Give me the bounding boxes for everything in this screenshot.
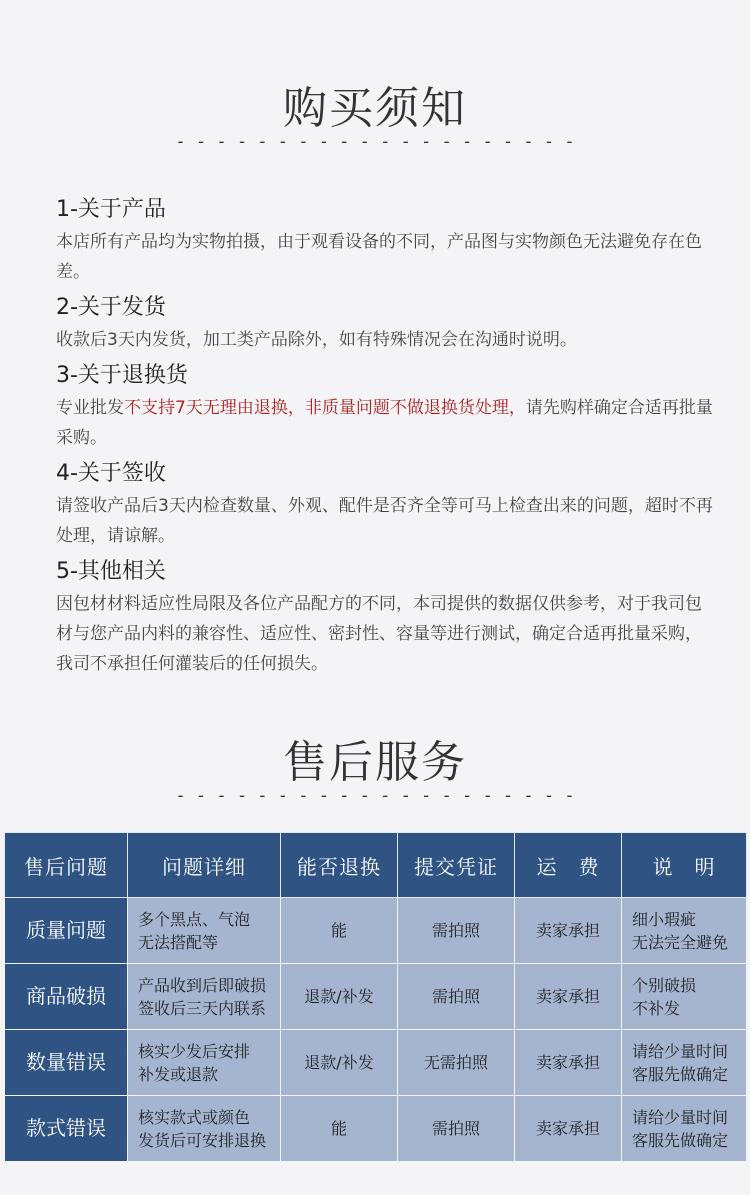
table-row	[5, 1030, 747, 1096]
header-note: 说 明	[622, 833, 747, 898]
notice-text	[56, 393, 716, 453]
row-note-line2: 不补发	[632, 998, 681, 1018]
notice-heading: 4-关于签收	[56, 461, 166, 486]
row-detail-line1: 核实少发后安排	[138, 1041, 251, 1061]
notice-item-receipt	[56, 457, 716, 551]
table-header-row	[5, 833, 747, 898]
row-detail-line2: 补发或退款	[138, 1064, 219, 1084]
row-returnable: 能	[281, 898, 398, 964]
row-detail	[128, 1096, 281, 1162]
row-note-line1: 个别破损	[632, 975, 697, 995]
row-issue: 质量问题	[5, 898, 128, 964]
row-note-line2: 客服先做确定	[632, 1064, 729, 1084]
row-proof: 需拍照	[398, 964, 515, 1030]
row-note	[622, 1030, 747, 1096]
service-title-divider: - - - - - - - - - - - - - - - - - - - -	[175, 786, 575, 806]
row-detail	[128, 1030, 281, 1096]
row-note-line2: 客服先做确定	[632, 1130, 729, 1150]
row-detail-line1: 核实款式或颜色	[138, 1107, 251, 1127]
row-detail-line1: 产品收到后即破损	[138, 975, 267, 995]
notice-list	[56, 193, 716, 683]
notice-heading: 5-其他相关	[56, 559, 166, 584]
notice-title-divider: - - - - - - - - - - - - - - - - - - - -	[175, 132, 575, 152]
row-note-line1: 请给少量时间	[632, 1041, 729, 1061]
row-note	[622, 964, 747, 1030]
row-note	[622, 1096, 747, 1162]
row-detail-line2: 签收后三天内联系	[138, 998, 267, 1018]
row-issue: 数量错误	[5, 1030, 128, 1096]
notice-text: 本店所有产品均为实物拍摄，由于观看设备的不同，产品图与实物颜色无法避免存在色差。	[56, 232, 702, 282]
row-note-line1: 细小瑕疵	[632, 909, 697, 929]
row-returnable: 退款/补发	[281, 1030, 398, 1096]
table-row	[5, 898, 747, 964]
notice-text: 收款后3天内发货，加工类产品除外，如有特殊情况会在沟通时说明。	[56, 330, 577, 350]
notice-item-shipping	[56, 291, 716, 355]
row-returnable: 能	[281, 1096, 398, 1162]
notice-text: 请签收产品后3天内检查数量、外观、配件是否齐全等可马上检查出来的问题，超时不再处理，请谅解。	[56, 496, 713, 546]
service-title: 售后服务	[283, 737, 467, 788]
notice-heading: 3-关于退换货	[56, 363, 188, 388]
notice-item-product	[56, 193, 716, 287]
row-shipping: 卖家承担	[515, 898, 622, 964]
header-detail: 问题详细	[128, 833, 281, 898]
row-shipping: 卖家承担	[515, 964, 622, 1030]
header-proof: 提交凭证	[398, 833, 515, 898]
header-issue: 售后问题	[5, 833, 128, 898]
row-shipping: 卖家承担	[515, 1030, 622, 1096]
row-detail-line1: 多个黑点、气泡	[138, 909, 251, 929]
notice-text-after: 请先购样确定合适再批量采购。	[56, 398, 713, 448]
table-row	[5, 1096, 747, 1162]
notice-text: 因包材材料适应性局限及各位产品配方的不同，本司提供的数据仅供参考，对于我司包材与您产品内料的兼容性、适应性、密封性、容量等进行测试，确定合适再批量采购，我司不承担任何灌装后的任何损失。	[56, 594, 702, 674]
row-detail	[128, 898, 281, 964]
table-row	[5, 964, 747, 1030]
notice-heading: 1-关于产品	[56, 197, 166, 222]
header-shipping: 运 费	[515, 833, 622, 898]
notice-text-warning: 不支持7天无理由退换，非质量问题不做退换货处理，	[124, 398, 526, 418]
notice-item-other	[56, 555, 716, 679]
row-returnable: 退款/补发	[281, 964, 398, 1030]
row-proof: 需拍照	[398, 1096, 515, 1162]
row-detail-line2: 无法搭配等	[138, 932, 219, 952]
row-issue: 款式错误	[5, 1096, 128, 1162]
row-note-line2: 无法完全避免	[632, 932, 729, 952]
notice-heading: 2-关于发货	[56, 295, 166, 320]
row-shipping: 卖家承担	[515, 1096, 622, 1162]
after-sales-table	[4, 832, 747, 1162]
notice-text-before: 专业批发	[56, 398, 124, 418]
row-detail-line2: 发货后可安排退换	[138, 1130, 267, 1150]
row-proof: 无需拍照	[398, 1030, 515, 1096]
header-returnable: 能否退换	[281, 833, 398, 898]
row-issue: 商品破损	[5, 964, 128, 1030]
row-note	[622, 898, 747, 964]
row-detail	[128, 964, 281, 1030]
notice-item-returns	[56, 359, 716, 453]
row-note-line1: 请给少量时间	[632, 1107, 729, 1127]
notice-title: 购买须知	[283, 83, 467, 134]
row-proof: 需拍照	[398, 898, 515, 964]
